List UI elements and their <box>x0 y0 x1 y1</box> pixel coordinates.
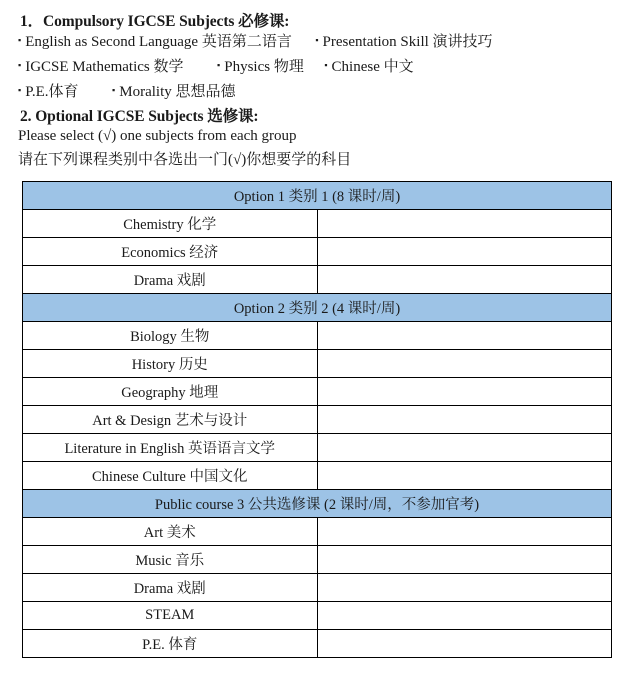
course-label: Drama 戏剧 <box>23 574 318 602</box>
course-label: Chinese Culture 中国文化 <box>23 462 318 490</box>
course-checkbox-cell[interactable] <box>317 602 612 630</box>
course-checkbox-cell[interactable] <box>317 238 612 266</box>
course-checkbox-cell[interactable] <box>317 518 612 546</box>
compulsory-subjects-heading: 1．Compulsory IGCSE Subjects 必修课: <box>20 13 290 30</box>
compulsory-subject-label: P.E.体育 <box>25 83 79 100</box>
table-row <box>23 546 612 574</box>
course-label: P.E. 体育 <box>23 630 318 658</box>
compulsory-subject-item <box>315 30 492 55</box>
selection-instruction-en: Please select (√) one subjects from each group <box>18 128 297 144</box>
table-row <box>23 462 612 490</box>
table-row <box>23 266 612 294</box>
course-label: Biology 生物 <box>23 322 318 350</box>
compulsory-subjects-row-2 <box>14 55 622 80</box>
group-header-row <box>23 294 612 322</box>
table-row <box>23 602 612 630</box>
compulsory-subject-label: Presentation Skill 演讲技巧 <box>322 33 493 50</box>
course-selection-table-wrapper <box>14 172 622 658</box>
course-label: Economics 经济 <box>23 238 318 266</box>
square-bullet-icon: ▪ <box>18 35 22 45</box>
course-checkbox-cell[interactable] <box>317 434 612 462</box>
optional-subjects-heading: 2. Optional IGCSE Subjects 选修课: <box>20 107 259 125</box>
course-checkbox-cell[interactable] <box>317 462 612 490</box>
course-label: Drama 戏剧 <box>23 266 318 294</box>
compulsory-subject-item <box>18 30 292 55</box>
course-checkbox-cell[interactable] <box>317 322 612 350</box>
course-label: Literature in English 英语语言文学 <box>23 434 318 462</box>
group-header-row <box>23 182 612 210</box>
compulsory-subject-item <box>324 55 413 80</box>
course-checkbox-cell[interactable] <box>317 378 612 406</box>
square-bullet-icon: ▪ <box>324 60 328 70</box>
compulsory-subjects-row-1 <box>14 30 622 55</box>
compulsory-subject-item <box>217 55 304 80</box>
table-row <box>23 630 612 658</box>
compulsory-subject-label: English as Second Language 英语第二语言 <box>25 33 292 50</box>
course-checkbox-cell[interactable] <box>317 210 612 238</box>
course-label: Chemistry 化学 <box>23 210 318 238</box>
square-bullet-icon: ▪ <box>18 60 22 70</box>
selection-instruction-cn: 请在下列课程类别中各选出一门(√)你想要学的科目 <box>18 152 352 168</box>
group-header-option-1: Option 1 类别 1 (8 课时/周) <box>23 182 612 210</box>
table-row <box>23 574 612 602</box>
table-row <box>23 378 612 406</box>
compulsory-subject-label: Chinese 中文 <box>331 58 414 75</box>
course-checkbox-cell[interactable] <box>317 406 612 434</box>
compulsory-subject-label: IGCSE Mathematics 数学 <box>25 58 184 75</box>
group-header-row <box>23 490 612 518</box>
table-row <box>23 434 612 462</box>
compulsory-subject-label: Morality 思想品德 <box>119 83 236 100</box>
table-row <box>23 518 612 546</box>
compulsory-subject-item <box>112 80 235 105</box>
course-checkbox-cell[interactable] <box>317 574 612 602</box>
course-label: Art 美术 <box>23 518 318 546</box>
compulsory-subject-label: Physics 物理 <box>224 58 304 75</box>
course-label: STEAM <box>23 602 318 630</box>
square-bullet-icon: ▪ <box>18 85 22 95</box>
course-selection-table <box>22 181 612 658</box>
square-bullet-icon: ▪ <box>112 85 116 95</box>
course-checkbox-cell[interactable] <box>317 350 612 378</box>
compulsory-subject-item <box>18 55 184 80</box>
course-label: Music 音乐 <box>23 546 318 574</box>
table-row <box>23 322 612 350</box>
course-checkbox-cell[interactable] <box>317 266 612 294</box>
course-label: History 历史 <box>23 350 318 378</box>
course-table-body <box>23 182 612 658</box>
table-row <box>23 350 612 378</box>
compulsory-subjects-row-3 <box>14 80 622 105</box>
course-label: Art & Design 艺术与设计 <box>23 406 318 434</box>
compulsory-subject-item <box>18 80 79 105</box>
course-label: Geography 地理 <box>23 378 318 406</box>
square-bullet-icon: ▪ <box>315 35 319 45</box>
group-header-option-2: Option 2 类别 2 (4 课时/周) <box>23 294 612 322</box>
table-row <box>23 238 612 266</box>
table-row <box>23 210 612 238</box>
square-bullet-icon: ▪ <box>217 60 221 70</box>
course-checkbox-cell[interactable] <box>317 546 612 574</box>
table-row <box>23 406 612 434</box>
course-checkbox-cell[interactable] <box>317 630 612 658</box>
group-header-public-course-3: Public course 3 公共选修课 (2 课时/周，不参加官考) <box>23 490 612 518</box>
